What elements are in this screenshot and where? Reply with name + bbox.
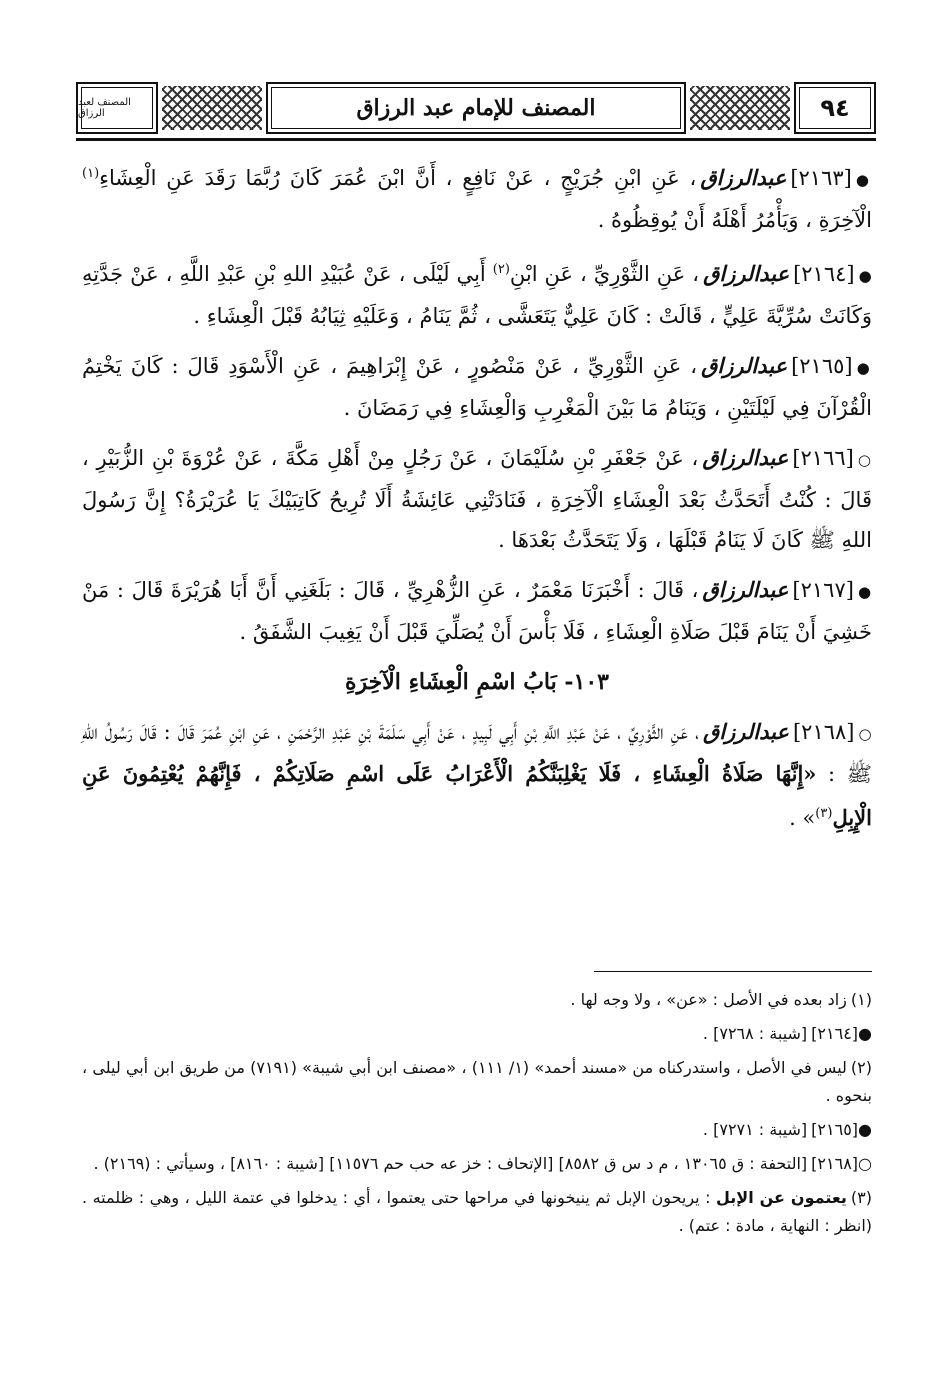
footnote-divider: [594, 971, 872, 972]
author-name: عبدالرزاق: [702, 577, 789, 602]
note-text: [شيبة : ٧٢٧١] .: [702, 1120, 808, 1139]
hadith-2168: [82, 712, 872, 838]
footnote-3: [82, 1184, 872, 1240]
hadith-text: ، عَنِ ابْنِ جُرَيْجٍ ، عَنْ نَافِعٍ ، أَنَّ ابْنَ عُمَرَ كَانَ رُبَّمَا رَقَدَ عَنِ الْعِشَاءِ: [99, 166, 697, 190]
footnote-2: [82, 1054, 872, 1110]
hadith-ref: [٢١٦٧]: [792, 578, 854, 602]
hadith-text: ، عَنْ جَعْفَرِ بْنِ سُلَيْمَانَ ، عَنْ رَجُلٍ مِنْ أَهْلِ مَكَّةَ ، عَنْ عُرْوَةَ بْنِ الزُّبَيْرِ ، قَالَ : كُنْتُ أَتَحَدَّثُ بَعْدَ الْعِشَاءِ الْآخِرَةِ ، فَنَادَتْنِي عَائِشَةُ أَلَا تُرِيحُ كَاتِبَيْكَ يَا عُرَيْرَةُ؟ إِنَّ رَسُولَ اللهِ ﷺ كَانَ لَا يَنَامُ قَبْلَهَا ، وَلَا يَتَحَدَّثُ بَعْدَهَا .: [82, 446, 872, 552]
note-text: [شيبة : ٧٢٦٨] .: [702, 1024, 808, 1043]
author-name: عبدالرزاق: [700, 165, 787, 190]
footnote-mark: (٣): [815, 806, 833, 821]
note-2165: [82, 1116, 872, 1144]
hadith-text: ، قَالَ : أَخْبَرَنَا مَعْمَرٌ ، عَنِ الزُّهْرِيِّ ، قَالَ : بَلَغَنِي أَنَّ أَبَا هُرَيْرَةَ قَالَ : مَنْ خَشِيَ أَنْ يَنَامَ قَبْلَ صَلَاةِ الْعِشَاءِ ، فَلَا بَأْسَ أَنْ يُصَلِّيَ قَبْلَ أَنْ يَغِيبَ الشَّفَقُ .: [82, 578, 872, 644]
hadith-marker: ●: [858, 267, 872, 285]
hadith-2165: [82, 346, 872, 428]
footnote-1: [82, 986, 872, 1014]
footnotes: [82, 986, 872, 1246]
hadith-marker: ○: [858, 725, 872, 743]
hadith-ref: [٢١٦٥]: [791, 354, 853, 378]
footnote-mark: (٢): [492, 262, 510, 277]
hadith-2166: [82, 438, 872, 560]
note-text: زاد بعده في الأصل : «عن» ، ولا وجه لها .: [570, 990, 847, 1009]
note-text: [التحفة : ق ١٣٠٦٥ ، م د س ق ٨٥٨٢] [الإتحاف : خز عه حب حم ١١٥٧٦] [شيبة : ٨١٦٠] ، وسيأتي : (٢١٦٩) .: [93, 1154, 808, 1173]
running-title: [266, 82, 686, 134]
hadith-ref: [٢١٦٤]: [793, 262, 855, 286]
hadith-2163: [82, 154, 872, 240]
header-rule: [76, 138, 876, 141]
note-text: : يريحون الإبل ثم ينيخونها في مراحها حتى يعتموا ، أي : يدخلوا في عتمة الليل ، وهي : ظلمته . (انظر : النهاية ، مادة : عتم) .: [82, 1188, 872, 1235]
author-name: عبدالرزاق: [701, 353, 788, 378]
hadith-marker: ○: [857, 451, 872, 469]
hadith-text: ، عَنِ الثَّوْرِيِّ ، عَنْ مَنْصُورٍ ، عَنْ إِبْرَاهِيمَ ، عَنِ الْأَسْوَدِ قَالَ : كَانَ يَخْتِمُ الْقُرْآنَ فِي لَيْلَتَيْنِ ، وَيَنَامُ مَا بَيْنَ الْمَغْرِبِ وَالْعِشَاءِ فِي رَمَضَانَ .: [82, 354, 872, 420]
hadith-text: ، عَنِ الثَّوْرِيِّ ، عَنِ ابْنِ: [509, 262, 700, 286]
note-label: ○[٢١٦٨]: [811, 1154, 872, 1173]
hadith-ref: [٢١٦٣]: [790, 166, 852, 190]
hadith-text: ، عَنِ الثَّوْرِيِّ ، عَنْ عَبْدِ اللَّهِ بْنِ أَبِي لَبِيدٍ ، عَنْ أَبِي سَلَمَةَ بْنِ عَبْدِ الرَّحْمَنِ ، عَنِ ابْنِ عُمَرَ قَالَ : قَالَ رَسُولُ اللهِ ﷺ :: [82, 720, 872, 786]
book-title: المصنف للإمام عبد الرزاق: [356, 95, 596, 121]
page-number-box: [794, 82, 876, 134]
prophetic-quote: «إِنَّهَا صَلَاةُ الْعِشَاءِ ، فَلَا يَغْلِبَنَّكُمُ الْأَعْرَابُ عَلَى اسْمِ صَلَاتِكُمْ ، فَإِنَّهُمْ يُعْتِمُونَ عَنِ الْإِبِلِ: [82, 761, 872, 830]
note-term: يعتمون عن الإبل: [715, 1188, 847, 1207]
hadith-marker: ●: [856, 359, 873, 377]
hadith-ref: [٢١٦٨]: [792, 720, 855, 744]
author-name: عبدالرزاق: [703, 261, 790, 286]
note-text: ليس في الأصل ، واستدركناه من «مسند أحمد» (١/ ١١١) ، «مصنف ابن أبي شيبة» (٧١٩١) من طريق ابن أبي ليلى ، بنحوه .: [82, 1058, 872, 1105]
chapter-heading: ١٠٣- بَابُ اسْمِ الْعِشَاءِ الْآخِرَةِ: [345, 669, 609, 695]
header-ornament-right: [690, 86, 790, 130]
hadith-text-cont: الْآخِرَةِ ، وَيَأْمُرُ أَهْلَهُ أَنْ يُوقِظُوهُ .: [597, 208, 872, 232]
hadith-2164: [82, 250, 872, 336]
footnote-mark: (١): [82, 166, 100, 181]
hadith-text-cont: أَبِي لَيْلَى ، عَنْ عُبَيْدِ اللهِ بْنِ عَبْدِ اللَّهِ ، عَنْ جَدَّتِهِ وَكَانَتْ سُرِّيَّةَ عَلِيٍّ ، قَالَتْ : كَانَ عَلِيٌّ يَتَعَشَّى ، ثُمَّ يَنَامُ ، وَعَلَيْهِ ثِيَابُهُ قَبْلَ الْعِشَاءِ .: [82, 262, 872, 328]
page-header: [76, 80, 876, 142]
note-label: (٣): [850, 1188, 873, 1207]
note-label: (١): [850, 990, 872, 1009]
note-2164: [82, 1020, 872, 1048]
author-name: عبدالرزاق: [702, 445, 789, 470]
quote-close: » .: [789, 806, 816, 830]
note-2168: [82, 1150, 872, 1178]
author-name: عبدالرزاق: [702, 719, 789, 744]
header-ornament-left: [162, 86, 262, 130]
main-text: [82, 154, 872, 848]
note-label: ●[٢١٦٤]: [811, 1024, 872, 1043]
logo-emblem: [76, 82, 158, 134]
hadith-marker: ●: [855, 171, 872, 189]
hadith-marker: ●: [857, 583, 872, 601]
note-label: (٢): [850, 1058, 872, 1077]
hadith-2167: [82, 570, 872, 652]
hadith-ref: [٢١٦٦]: [792, 446, 854, 470]
logo-text: المصنف لعبد الرزاق: [78, 97, 131, 119]
page-number: ٩٤: [820, 94, 850, 122]
note-label: ●[٢١٦٥]: [811, 1120, 872, 1139]
